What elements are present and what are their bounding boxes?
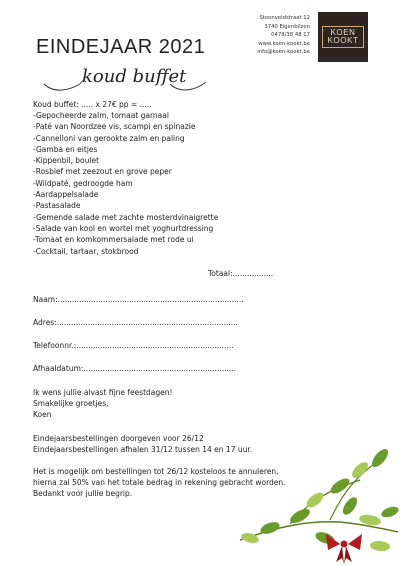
menu-list xyxy=(33,110,218,257)
ordering-deadline: Eindejaarsbestellingen doorgeven voor 26/12 xyxy=(33,434,204,443)
menu-item: -Gepocheerde zalm, tomaat garnaal xyxy=(33,111,169,120)
contact-address xyxy=(246,14,310,57)
ordering-info xyxy=(33,433,252,455)
menu-item: -Salade van kool en wortel met yoghurtdressing xyxy=(33,223,214,233)
logo-text-kookt: KOOKT xyxy=(327,36,359,45)
address-email: info@koen-kookt.be xyxy=(257,49,310,56)
menu-item: -Cocktail, tartaar, stokbrood xyxy=(33,246,139,256)
menu-item: -Kippenbil, boulet xyxy=(33,156,100,166)
menu-item: -Paté van Noordzee vis, scampi en spinazie xyxy=(33,122,196,132)
greeting xyxy=(33,387,173,420)
menu-item: -Cannelloni van gerookte zalm en paling xyxy=(33,133,185,143)
pickup-date-field[interactable]: Afhaaldatum:................................................................ xyxy=(33,364,236,373)
cancellation-line: Het is mogelijk om bestellingen tot 26/12 kosteloos te annuleren, xyxy=(33,467,279,476)
menu-item: -Wildpaté, gedroogde ham xyxy=(33,178,133,188)
subtitle-koud-buffet: koud buffet xyxy=(82,66,187,87)
greeting-line: Smakelijke groetjes, xyxy=(33,399,109,408)
menu-item: -Gamba en eitjes xyxy=(33,144,98,154)
address-field[interactable]: Adres:............................................................................ xyxy=(33,318,238,327)
koen-kookt-logo xyxy=(318,12,368,62)
cancellation-line: hierna zal 50% van het totale bedrag in rekening gebracht worden. xyxy=(33,478,286,487)
menu-item: -Aardappelsalade xyxy=(33,190,99,200)
address-city: 3740 Eigenbilzen xyxy=(264,23,310,30)
logo-text-koen: KOEN xyxy=(330,28,356,37)
page-title: EINDEJAAR 2021 xyxy=(36,36,206,58)
total-line[interactable]: Totaal:................. xyxy=(208,269,274,278)
address-phone: 0478/38 48 17 xyxy=(271,32,310,39)
menu-item: -Rosbief met zeezout en grove peper xyxy=(33,167,172,177)
greeting-line: Ik wens jullie alvast fijne feestdagen! xyxy=(33,388,173,397)
menu-item: -Gemende salade met zachte mosterdvinaigrette xyxy=(33,212,219,222)
name-field[interactable]: Naam:.............................................................................. xyxy=(33,295,244,304)
cancellation-line: Bedankt voor jullie begrip. xyxy=(33,489,133,498)
greeting-signature: Koen xyxy=(33,410,52,419)
address-street: Steenveldstraat 12 xyxy=(259,15,310,21)
menu-item: -Pastasalade xyxy=(33,201,81,211)
holly-leaves-decoration xyxy=(230,420,400,566)
phone-field[interactable]: Telefoonnr.:.................................................................. xyxy=(33,341,234,350)
pickup-info: Eindejaarsbestellingen afhalen 31/12 tussen 14 en 17 uur. xyxy=(33,445,253,454)
address-website: www.koen-kookt.be xyxy=(258,40,310,47)
menu-item: -Tomaat en komkommersalade met rode ui xyxy=(33,235,194,245)
order-line: Koud buffet: ..... x 27€ pp = ..... xyxy=(33,100,152,109)
